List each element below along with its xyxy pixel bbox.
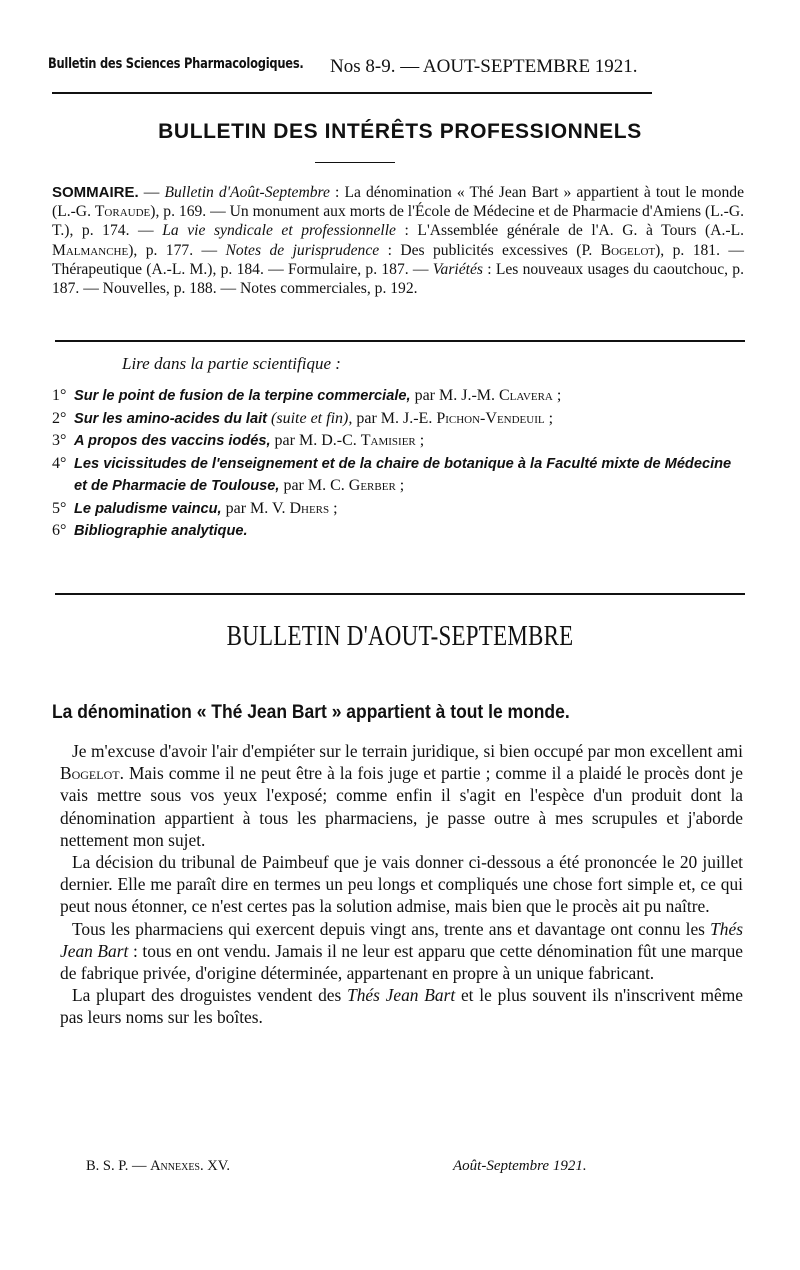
list-item: [52, 430, 747, 453]
sommaire-text: : L'Assemblée générale de l'A. G. à Tours (A.-L.: [395, 222, 744, 240]
author-name: Malmanche: [52, 241, 129, 259]
footer-left: [86, 1158, 230, 1175]
paragraph-text: Thés Jean Bart: [347, 985, 456, 1006]
item-end: ;: [395, 477, 405, 494]
author-name: Toraude: [94, 203, 151, 221]
item-end: ;: [544, 409, 554, 427]
item-end: ;: [329, 499, 338, 517]
item-by: par M. J.-M.: [410, 387, 499, 404]
item-title: Sur le point de fusion de la terpine commerciale,: [74, 388, 411, 404]
section-rule: [55, 340, 745, 342]
item-number: 5°: [52, 499, 67, 517]
item-title: Les vicissitudes de l'enseignement et de la chaire de botanique à la Faculté mixte de Médecine et de Pharmacie de Toulouse,: [74, 455, 732, 494]
sommaire-text: La vie syndicale et professionnelle: [162, 222, 396, 240]
list-item: [52, 498, 747, 521]
scientific-part-heading: Lire dans la partie scientifique :: [122, 354, 341, 373]
footer-text: B. S. P. —: [86, 1158, 151, 1174]
footer-right: Août-Septembre 1921.: [453, 1158, 587, 1174]
paragraph-text: Thés Jean Bart: [60, 918, 743, 961]
sommaire-text: ), p. 181. — Thérapeutique (A.-L. M.), p. 184. — Formulaire, p. 187. —: [52, 241, 745, 278]
sommaire-text: ), p. 169. — Un monument aux morts de l'École de Médecine et de Pharmacie d'Amiens (L.-G. T.), p. 174. —: [52, 203, 744, 240]
sommaire-block: [52, 183, 744, 298]
paragraph: La décision du tribunal de Paimbeuf que je vais donner ci-dessous a été prononcée le 20 juillet dernier. Elle me paraît dire en termes un peu longs et compliqués une chose fort simple et, ce qui peut nous étonner, ce n'est certes pas la solution admise, mais bien que le procès ait pu naître.: [60, 852, 743, 917]
item-title: Bibliographie analytique.: [74, 523, 248, 539]
item-end: ;: [415, 432, 425, 449]
item-title: A propos des vaccins iodés,: [74, 433, 271, 449]
sommaire-text: : La dénomination « Thé Jean Bart » appartient à tout le monde (L.-G.: [52, 184, 744, 221]
paragraph-text: Je m'excuse d'avoir l'air d'empiéter sur le terrain juridique, si bien occupé par mon excellent ami: [72, 741, 743, 761]
list-item: [52, 520, 747, 543]
list-item: [52, 385, 747, 408]
author-name: Dhers: [289, 499, 330, 517]
article-body: [60, 740, 743, 1029]
issue-info: Nos 8-9. — AOUT-SEPTEMBRE 1921.: [330, 56, 638, 77]
header-rule: [52, 92, 652, 94]
main-title: BULLETIN DES INTÉRÊTS PROFESSIONNELS: [158, 120, 642, 143]
author-name: Bogelot: [60, 763, 120, 784]
item-note: (suite et fin),: [267, 409, 353, 427]
sommaire-text: : Des publicités excessives (P.: [379, 241, 601, 259]
list-item: [52, 408, 747, 431]
list-item: [52, 453, 747, 498]
item-title: Le paludisme vaincu,: [74, 500, 222, 517]
item-number: 6°: [52, 522, 67, 539]
item-by: par M. V.: [221, 499, 290, 517]
item-by: par M. C.: [279, 477, 349, 494]
paragraph-text: . Mais comme il ne peut être à la fois juge et partie ; comme il a plaidé le procès dont je vais mettre sous vos yeux l'exposé; comme enfin il s'agit en l'espèce d'un produit dont la dénomination appartient à tous les pharmaciens, je passe outre à mes scrupules et j'aborde nettement mon sujet.: [60, 763, 743, 850]
article-title: La dénomination « Thé Jean Bart » appartient à tout le monde.: [52, 702, 570, 723]
scientific-items-list: [52, 385, 747, 543]
sommaire-text: Variétés: [432, 260, 483, 278]
item-number: 1°: [52, 387, 67, 404]
sommaire-text: Bulletin d'Août-Septembre: [164, 184, 330, 201]
author-name: Tamisier: [360, 432, 416, 449]
item-number: 4°: [52, 454, 67, 472]
paragraph-text: : tous en ont vendu. Jamais il ne leur est apparu que cette dénomination fût une marque de fabrique privée, d'origine déterminée, appartenant en propre à un unique fabricant.: [60, 940, 743, 984]
item-end: ;: [552, 387, 562, 404]
title-underline: [315, 162, 395, 163]
item-number: 2°: [52, 409, 67, 427]
paragraph: [60, 918, 743, 985]
sommaire-text: —: [138, 184, 165, 201]
section-rule: [55, 593, 745, 595]
author-name: Bogelot: [600, 241, 656, 259]
item-by: par M. J.-E.: [352, 409, 437, 427]
paragraph-text: et le plus souvent ils n'inscrivent même pas leurs noms sur les boîtes.: [60, 985, 744, 1028]
sommaire-text: : Les nouveaux usages du caoutchouc, p. 187. — Nouvelles, p. 188. — Notes commerciales, p. 192.: [52, 260, 744, 298]
author-name: Clavera: [499, 387, 553, 404]
footer-text: . XV.: [200, 1158, 230, 1174]
sommaire-text: ), p. 177. —: [128, 241, 226, 259]
item-by: par M. D.-C.: [270, 432, 361, 449]
author-name: Pichon-Vendeuil: [436, 409, 545, 427]
journal-name: Bulletin des Sciences Pharmacologiques.: [48, 56, 304, 72]
paragraph: [60, 984, 743, 1028]
footer-text: Annexes: [150, 1158, 200, 1174]
sommaire-text: Notes de jurisprudence: [225, 241, 380, 259]
paragraph: [60, 740, 743, 851]
author-name: Gerber: [348, 477, 396, 494]
paragraph-text: La plupart des droguistes vendent des: [72, 985, 348, 1006]
paragraph-text: Tous les pharmaciens qui exercent depuis vingt ans, trente ans et davantage ont connu les: [72, 918, 711, 939]
sommaire-label: SOMMAIRE.: [52, 184, 139, 201]
item-title: Sur les amino-acides du lait: [74, 410, 268, 427]
item-number: 3°: [52, 432, 67, 449]
section-title: BULLETIN D'AOUT-SEPTEMBRE: [226, 621, 574, 652]
